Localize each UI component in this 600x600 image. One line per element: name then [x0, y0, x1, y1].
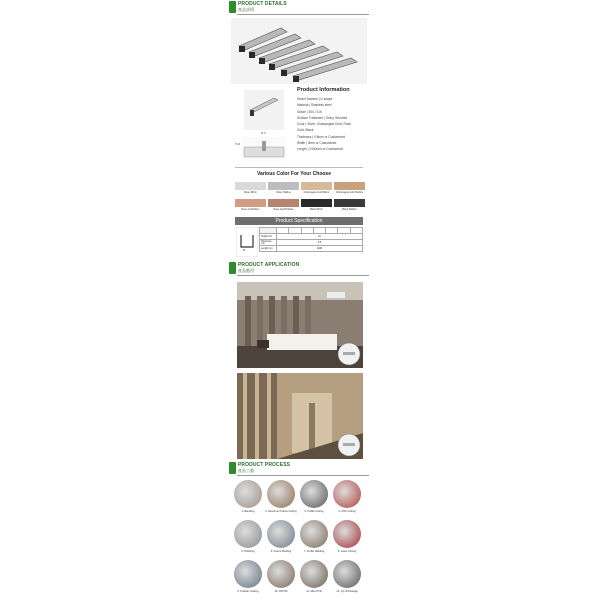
spec-label: Thickness mm: [260, 240, 277, 246]
table-row: [260, 246, 363, 252]
color-swatch-label: Rose Gold Hairline: [273, 208, 294, 211]
color-swatch: [334, 182, 365, 190]
info-line: Surface Treatment | Shiny, Brushed: [297, 115, 348, 120]
info-line: Thickness | 0.8mm or Customized: [297, 134, 346, 139]
color-swatch: [268, 182, 299, 190]
color-swatch: [235, 199, 266, 207]
process-step-label: 8. Laser Cutting: [337, 550, 357, 553]
spec-heading-bar: [235, 217, 363, 225]
color-swatch: [334, 199, 365, 207]
section-title-en: PRODUCT APPLICATION: [238, 262, 300, 268]
spec-profile-icon: [236, 227, 258, 257]
spec-heading: Product Specification: [275, 218, 323, 224]
section-title-cn: 產品工藝: [238, 468, 254, 473]
color-swatch-label: Silver Mirror: [244, 191, 257, 194]
brand-logo-icon: [229, 262, 236, 274]
spec-label: Length mm: [260, 246, 277, 252]
process-photo: [267, 520, 295, 548]
process-photo: [234, 520, 262, 548]
color-swatch: [301, 182, 332, 190]
application-photo-bedroom: [237, 282, 363, 368]
process-step-label: 4. CNC Cutting: [338, 510, 356, 513]
section-header-process: [229, 462, 369, 478]
section-header-details: [229, 1, 369, 17]
product-page-column: [229, 0, 369, 600]
process-photo: [300, 480, 328, 508]
color-swatch: [235, 182, 266, 190]
spec-label: Height mm: [260, 234, 277, 240]
colors-heading: Various Color For Your Choose: [257, 171, 331, 177]
spec-table: [259, 227, 363, 252]
diagram-height-label: H:10: [235, 143, 241, 146]
process-photo: [333, 480, 361, 508]
spec-value: 0.8: [277, 240, 363, 246]
product-info-list: [297, 96, 367, 153]
info-line: Model Number | U shape: [297, 97, 333, 101]
divider: [235, 167, 363, 168]
brand-logo-icon: [229, 1, 236, 13]
hero-product-image: [231, 18, 367, 84]
process-step-label: 2. Aluminum Frame Cutting: [265, 510, 297, 513]
section-title-en: PRODUCT PROCESS: [238, 462, 291, 468]
color-swatch-label: Black Mirror: [310, 208, 323, 211]
process-photo: [300, 560, 328, 588]
spec-value: 10: [277, 234, 363, 240]
installation-diagram: [242, 137, 286, 161]
process-step-label: 11. After PVD: [306, 590, 322, 593]
process-photo: [267, 560, 295, 588]
process-photo: [333, 520, 361, 548]
info-line: Color | Silver, Champagne Gold, Rose: [297, 122, 351, 127]
process-step-label: 12. QC & Package: [336, 590, 358, 593]
process-step-label: 1. Blending: [241, 510, 255, 513]
info-line: Grade | 304 / 316: [297, 109, 322, 114]
divider: [237, 475, 369, 476]
process-step-label: 5. Polishing: [241, 550, 255, 553]
info-line: Material | Stainless steel: [297, 103, 332, 108]
color-swatch-label: Champagne Gold Hairline: [335, 191, 364, 194]
brand-logo-icon: [229, 462, 236, 474]
process-photo: [333, 560, 361, 588]
section-title-cn: 產品應用: [238, 268, 254, 273]
color-swatch: [301, 199, 332, 207]
color-swatch-label: Black Hairline: [342, 208, 357, 211]
process-step-label: 3. Profile Cutting: [304, 510, 324, 513]
section-title-cn: 產品詳情: [238, 7, 254, 12]
process-photo: [234, 560, 262, 588]
info-line: Gold, Black: [297, 128, 314, 133]
diagram-label: W H: [261, 132, 266, 135]
divider: [237, 275, 369, 276]
process-step-label: 7. Profile Welding: [303, 550, 325, 553]
spec-diagram-label: W: [243, 249, 246, 252]
process-photo: [300, 520, 328, 548]
section-title-en: PRODUCT DETAILS: [238, 1, 287, 7]
color-swatch: [268, 199, 299, 207]
color-swatch-label: Champagne Gold Mirror: [303, 191, 330, 194]
color-swatch-label: Rose Gold Mirror: [241, 208, 260, 211]
process-step-label: 10. NTPVD: [274, 590, 288, 593]
info-line: Length | 2440mm or Customized: [297, 147, 344, 152]
process-step-label: 9. Powder Coating: [237, 590, 259, 593]
divider: [237, 14, 369, 15]
process-photo: [267, 480, 295, 508]
process-photo: [234, 480, 262, 508]
color-swatch-label: Silver Hairline: [276, 191, 291, 194]
section-header-application: [229, 262, 369, 278]
application-photo-corridor: [237, 373, 363, 459]
info-line: Width | 3mm or Customized: [297, 141, 337, 146]
product-thumbnail: [244, 90, 284, 130]
product-info-heading: Product Information: [297, 87, 350, 93]
process-step-label: 6. Frame Welding: [270, 550, 292, 553]
spec-value: 2440: [277, 246, 363, 252]
